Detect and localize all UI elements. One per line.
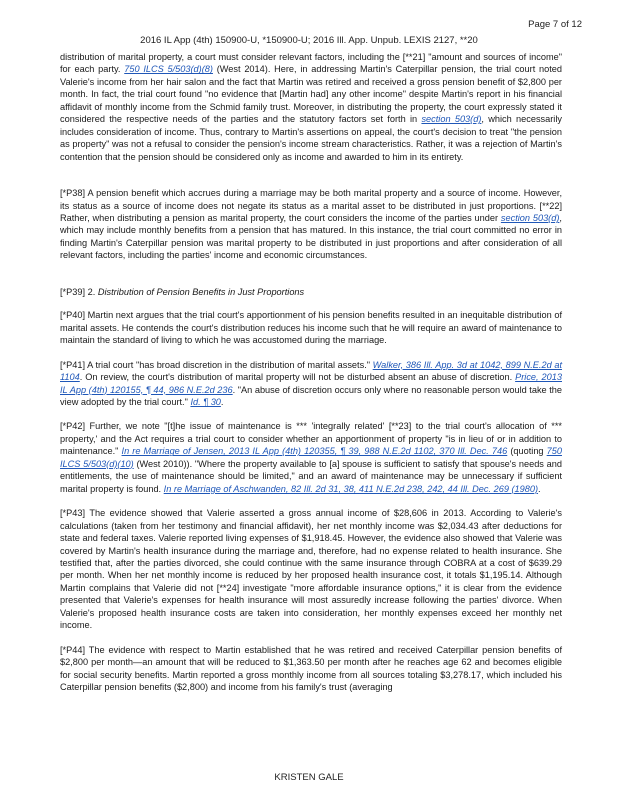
section-503-d-link[interactable]: section 503(d) xyxy=(421,114,482,125)
walker-citation-link[interactable]: Walker, 386 Ill. App. 3d at 1042, 899 N.E.2d at 1104 xyxy=(60,359,563,383)
opinion-body xyxy=(60,51,562,705)
statute-link-503-d-10[interactable]: 750 ILCS 5/503(d)(10) xyxy=(60,446,562,469)
footer-name: KRISTEN GALE xyxy=(274,772,344,783)
paragraph-p41: [*P41] A trial court "has broad discretion in the distribution of marital assets." Walker, 386 Ill. App. 3d at 1042, 899 N.E.2d at 1104. On review, the court's distribution of marital property will not be disturbed absent an abuse of discretion. Price, 2013 IL App (4th) 120155, ¶ 44, 986 N.E.2d 236. "An abuse of discretion occurs only where no reasonable person would take the view adopted by the trial court." Id. ¶ 30. xyxy=(60,359,563,407)
id-citation-link[interactable]: Id. ¶ 30 xyxy=(190,396,221,407)
paragraph-continued: distribution of marital property, a court must consider relevant factors, including the [**21] "amount and sources of income" for each party. 750 ILCS 5/503(d)(8) (West 2014). Here, in addressing Martin's Caterpillar pension, the trial court noted Valerie's income from her hair salon and the fact that Martin was retired and received a gross pension benefit of $2,800 per month. In fact, the trial court found "no evidence that [Martin had] any other income" despite Martin's report in his financial affidavit of monthly income from the Schmid family trust. Moreover, in distributing the property, the court expressly stated it considered the respective needs of the parties and the statutory factors set forth in section 503(d), which necessarily includes consideration of income. Thus, contrary to Martin's assertions on appeal, the court's decision to treat "the pension as property" was not a refusal to consider the pension's income stream characteristics. Rather, it was a rejection of Martin's contention that the pension should be considered only as income and awarded to him in its entirety. xyxy=(60,52,563,162)
aschwanden-citation-link[interactable]: In re Marriage of Aschwanden, 82 Ill. 2d 31, 38, 411 N.E.2d 238, 242, 44 Ill. Dec. 269 (1980) xyxy=(163,483,539,494)
paragraph-p44: [*P44] The evidence with respect to Martin established that he was retired and received Caterpillar pension benefits of $2,800 per month—an amount that will be reduced to $1,363.50 per month after he reaches age 62 and becomes eligible for social security benefits. Martin reported a gross monthly income from all sources totaling $3,278.17, which included his Caterpillar pension benefits ($2,800) and income from his family's trust (averaging xyxy=(60,644,562,693)
statute-link-503-d-8[interactable]: 750 ILCS 5/503(d)(8) xyxy=(124,64,213,75)
section-503-d-link-2[interactable]: section 503(d) xyxy=(500,212,560,223)
running-header-citation: 2016 IL App (4th) 150900-U, *150900-U; 2016 Ill. App. Unpub. LEXIS 2127, **20 xyxy=(140,35,478,46)
price-citation-link[interactable]: Price, 2013 IL App (4th) 120155, ¶ 44, 986 N.E.2d 236 xyxy=(60,372,562,395)
section-heading-p39: [*P39] 2. Distribution of Pension Benefits in Just Proportions xyxy=(60,286,305,297)
page-number: Page 7 of 12 xyxy=(528,19,582,30)
paragraph-p38: [*P38] A pension benefit which accrues during a marriage may be both marital property and a source of income. However, its status as a source of income does not negate its status as a marital asset to be distributed in just proportions. [**22] Rather, when distributing a pension as marital property, the court considers the income of the parties under section 503(d), which may include monthly benefits from a pension that has matured. In this instance, the trial court committed no error in finding Martin's Caterpillar pension was marital property to be distributed in just proportions and after consideration of all relevant factors, including the parties' income and economic circumstances. xyxy=(60,188,562,261)
jensen-citation-link[interactable]: In re Marriage of Jensen, 2013 IL App (4th) 120355, ¶ 39, 988 N.E.2d 1102, 370 Ill. Dec. 746 xyxy=(121,446,508,457)
paragraph-p42: [*P42] Further, we note "[t]he issue of maintenance is *** 'integrally related' [**23] to the trial court's allocation of *** property,' and the Act requires a trial court to consider whether an apportionment of property "is in lieu of or in addition to maintenance." In re Marriage of Jensen, 2013 IL App (4th) 120355, ¶ 39, 988 N.E.2d 1102, 370 Ill. Dec. 746 (quoting 750 ILCS 5/503(d)(10) (West 2010)). "Where the property available to [a] spouse is sufficient to satisfy that spouse's needs and entitlements, the use of maintenance should be limited," and an award of maintenance may be unnecessary if sufficient marital property is found. In re Marriage of Aschwanden, 82 Ill. 2d 31, 38, 411 N.E.2d 238, 242, 44 Ill. Dec. 269 (1980). xyxy=(60,421,562,494)
paragraph-p40: [*P40] Martin next argues that the trial court's apportionment of his pension benefits resulted in an inequitable distribution of marital assets. He contends the court's distribution reduces his income such that he will require an award of maintenance to maintain the standard of living to which he was accustomed during the marriage. xyxy=(60,310,562,346)
section-heading-title: Distribution of Pension Benefits in Just Proportions xyxy=(97,286,305,297)
paragraph-p43: [*P43] The evidence showed that Valerie asserted a gross annual income of $28,606 in 2013. According to Valerie's calculations (taken from her testimony and financial affidavit), her net monthly income was $2,034.43 after deductions for state and federal taxes. Valerie reported living expenses of $1,918.45. However, the evidence also showed that Valerie was covered by Martin's health insurance during the marriage and, therefore, had no expense related to health insurance. She testified that, after the parties divorced, she could continue with the same insurance through COBRA at a cost of $639.29 per month. When her net monthly income is reduced by her proposed health insurance cost, it totals $1,195.14. Although Martin complains that Valerie did not [**24] investigate "more affordable insurance options," it is clear from the evidence presented that Valerie's expenses for health insurance will most assuredly increase following the parties' divorce. When Valerie's proposed health insurance costs are taken into consideration, her monthly expenses exceed her monthly net income. xyxy=(60,508,562,631)
